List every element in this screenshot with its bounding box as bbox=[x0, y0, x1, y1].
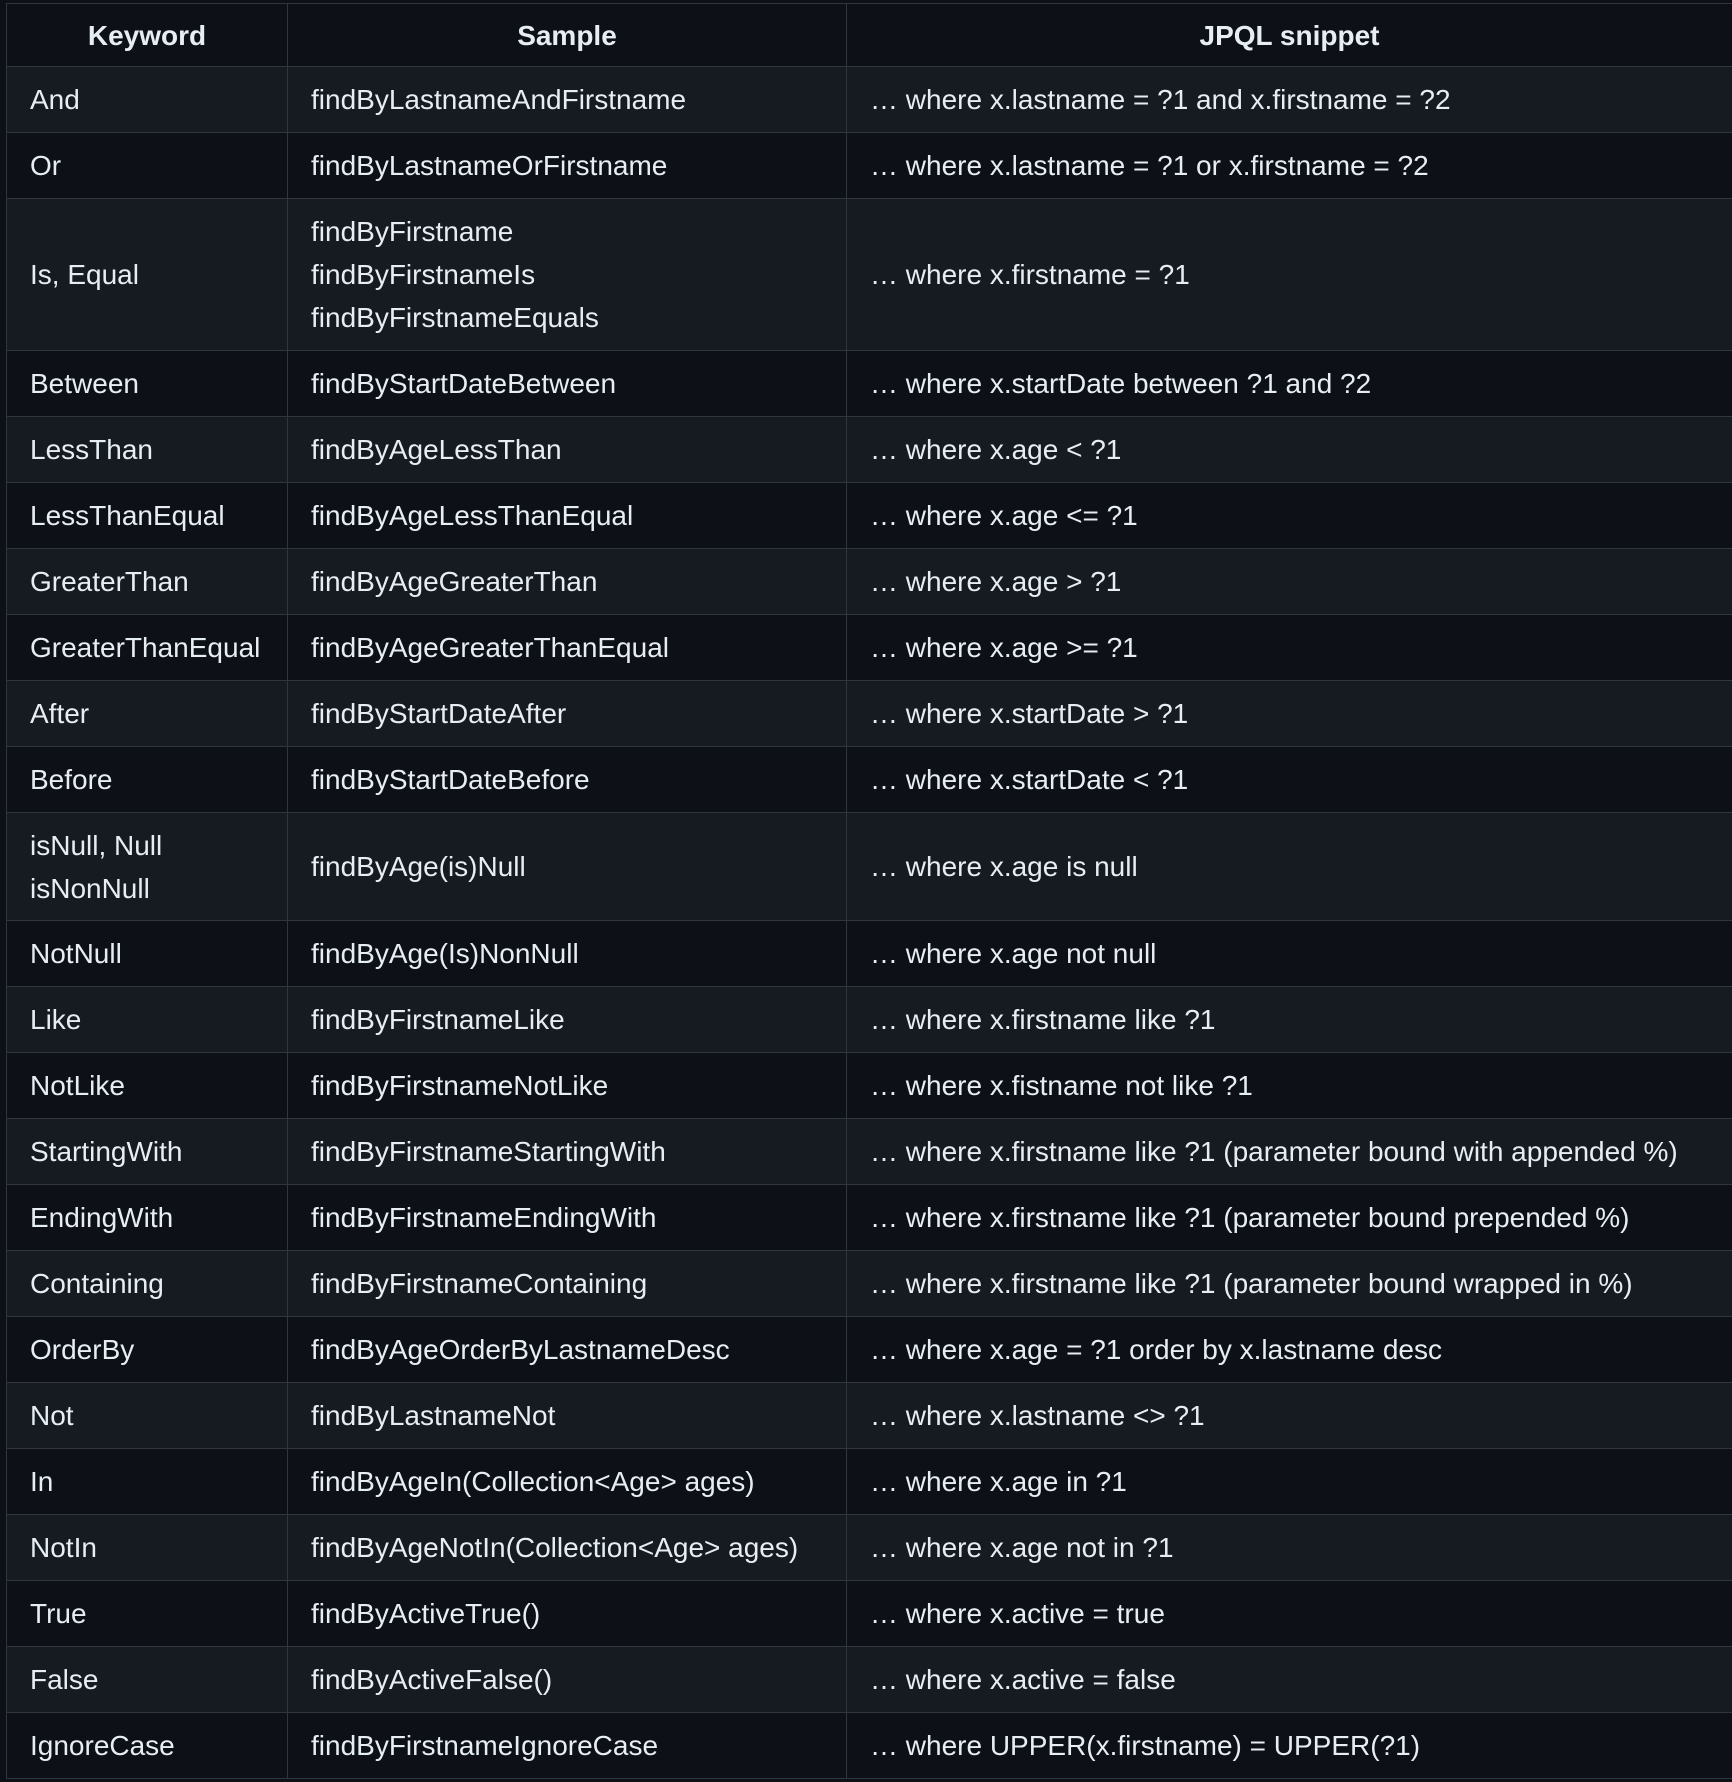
jpql-snippet-text: … where x.startDate < ?1 bbox=[870, 764, 1189, 795]
sample-cell bbox=[288, 199, 847, 351]
keyword-cell bbox=[7, 987, 288, 1053]
keyword-cell bbox=[7, 1713, 288, 1779]
keyword-cell bbox=[7, 1317, 288, 1383]
jpql-snippet-cell bbox=[847, 1581, 1732, 1647]
table-row bbox=[7, 1449, 1732, 1515]
keyword-text: Containing bbox=[30, 1268, 164, 1299]
jpql-snippet-text: … where x.firstname like ?1 (parameter bound wrapped in %) bbox=[870, 1268, 1633, 1299]
keyword-cell bbox=[7, 67, 288, 133]
keyword-text: NotIn bbox=[30, 1532, 97, 1563]
sample-method-text: findByFirstnameIgnoreCase bbox=[311, 1730, 659, 1761]
sample-method-text: findByAgeGreaterThan bbox=[311, 566, 598, 597]
sample-method-text: findByAgeNotIn(Collection<Age> ages) bbox=[311, 1532, 799, 1563]
sample-method-text: findByAgeLessThan bbox=[311, 434, 562, 465]
table-row bbox=[7, 351, 1732, 417]
keyword-text: GreaterThanEqual bbox=[30, 632, 261, 663]
sample-method-text: findByLastnameOrFirstname bbox=[311, 150, 668, 181]
table-row bbox=[7, 199, 1732, 351]
sample-method-text: findByActiveTrue() bbox=[311, 1598, 541, 1629]
jpql-snippet-cell bbox=[847, 813, 1732, 921]
keyword-cell bbox=[7, 1383, 288, 1449]
jpql-snippet-text: … where x.lastname = ?1 or x.firstname = ?2 bbox=[870, 150, 1429, 181]
jpql-snippet-cell bbox=[847, 1647, 1732, 1713]
table-row bbox=[7, 747, 1732, 813]
sample-cell bbox=[288, 67, 847, 133]
keyword-text: Like bbox=[30, 1004, 82, 1035]
keyword-cell bbox=[7, 1449, 288, 1515]
table-row bbox=[7, 813, 1732, 921]
jpql-snippet-text: … where x.firstname = ?1 bbox=[870, 259, 1190, 290]
sample-cell bbox=[288, 1119, 847, 1185]
jpql-snippet-text: … where x.lastname <> ?1 bbox=[870, 1400, 1205, 1431]
sample-method-text: findByAgeIn(Collection<Age> ages) bbox=[311, 1466, 755, 1497]
table-row bbox=[7, 1185, 1732, 1251]
jpql-snippet-cell bbox=[847, 1251, 1732, 1317]
keyword-text: And bbox=[30, 84, 80, 115]
table-row bbox=[7, 681, 1732, 747]
jpql-snippet-cell bbox=[847, 1185, 1732, 1251]
sample-method-text: findByStartDateBefore bbox=[311, 764, 590, 795]
table-row bbox=[7, 133, 1732, 199]
table-row bbox=[7, 417, 1732, 483]
keyword-table-container bbox=[6, 3, 1732, 1779]
keyword-text: isNonNull bbox=[30, 872, 150, 904]
sample-cell bbox=[288, 1713, 847, 1779]
jpql-snippet-cell bbox=[847, 681, 1732, 747]
jpql-snippet-cell bbox=[847, 1383, 1732, 1449]
sample-cell bbox=[288, 1581, 847, 1647]
jpql-snippet-text: … where x.age not null bbox=[870, 938, 1157, 969]
keyword-cell bbox=[7, 921, 288, 987]
jpql-snippet-cell bbox=[847, 1515, 1732, 1581]
sample-cell bbox=[288, 351, 847, 417]
table-row bbox=[7, 1317, 1732, 1383]
jpql-snippet-cell bbox=[847, 549, 1732, 615]
keyword-text: StartingWith bbox=[30, 1136, 183, 1167]
jpql-snippet-text: … where x.startDate > ?1 bbox=[870, 698, 1189, 729]
keyword-cell bbox=[7, 351, 288, 417]
table-row bbox=[7, 1515, 1732, 1581]
table-row bbox=[7, 615, 1732, 681]
table-row bbox=[7, 1581, 1732, 1647]
sample-cell bbox=[288, 1647, 847, 1713]
keyword-cell bbox=[7, 483, 288, 549]
jpql-snippet-cell bbox=[847, 1053, 1732, 1119]
jpql-snippet-text: … where x.fistname not like ?1 bbox=[870, 1070, 1253, 1101]
sample-cell bbox=[288, 747, 847, 813]
header-keyword: Keyword bbox=[7, 4, 288, 67]
sample-cell bbox=[288, 681, 847, 747]
keyword-text: IgnoreCase bbox=[30, 1730, 175, 1761]
jpql-snippet-text: … where x.age in ?1 bbox=[870, 1466, 1127, 1497]
keyword-text: False bbox=[30, 1664, 99, 1695]
keyword-cell bbox=[7, 813, 288, 921]
keyword-text: isNull, Null bbox=[30, 829, 163, 861]
sample-cell bbox=[288, 615, 847, 681]
keyword-text: After bbox=[30, 698, 90, 729]
jpql-snippet-text: … where x.lastname = ?1 and x.firstname = ?2 bbox=[870, 84, 1451, 115]
keyword-cell bbox=[7, 1185, 288, 1251]
keyword-cell bbox=[7, 1251, 288, 1317]
jpql-snippet-cell bbox=[847, 1713, 1732, 1779]
table-row bbox=[7, 1053, 1732, 1119]
table-row bbox=[7, 921, 1732, 987]
jpql-snippet-text: … where x.age > ?1 bbox=[870, 566, 1122, 597]
table-row bbox=[7, 1713, 1732, 1779]
jpql-snippet-text: … where x.firstname like ?1 bbox=[870, 1004, 1216, 1035]
sample-cell bbox=[288, 1449, 847, 1515]
sample-cell bbox=[288, 549, 847, 615]
keyword-text: NotLike bbox=[30, 1070, 125, 1101]
jpql-snippet-text: … where x.age < ?1 bbox=[870, 434, 1122, 465]
jpql-snippet-text: … where x.age is null bbox=[870, 851, 1138, 882]
sample-cell bbox=[288, 133, 847, 199]
keyword-cell bbox=[7, 1053, 288, 1119]
keyword-text: LessThanEqual bbox=[30, 500, 225, 531]
jpql-snippet-text: … where x.firstname like ?1 (parameter bound prepended %) bbox=[870, 1202, 1630, 1233]
sample-method-text: findByStartDateBetween bbox=[311, 368, 617, 399]
keyword-cell bbox=[7, 549, 288, 615]
jpql-snippet-cell bbox=[847, 133, 1732, 199]
keyword-cell bbox=[7, 681, 288, 747]
sample-method-text: findByStartDateAfter bbox=[311, 698, 567, 729]
sample-method-text: findByActiveFalse() bbox=[311, 1664, 553, 1695]
query-keyword-table bbox=[6, 3, 1732, 1779]
jpql-snippet-cell bbox=[847, 67, 1732, 133]
sample-method-text: findByFirstnameNotLike bbox=[311, 1070, 609, 1101]
sample-cell bbox=[288, 483, 847, 549]
jpql-snippet-cell bbox=[847, 1317, 1732, 1383]
jpql-snippet-cell bbox=[847, 1449, 1732, 1515]
keyword-cell bbox=[7, 1647, 288, 1713]
sample-method-text: findByLastnameAndFirstname bbox=[311, 84, 687, 115]
header-sample: Sample bbox=[288, 4, 847, 67]
sample-method-text: findByFirstnameIs bbox=[311, 259, 536, 290]
jpql-snippet-text: … where x.active = false bbox=[870, 1664, 1176, 1695]
sample-cell bbox=[288, 1515, 847, 1581]
keyword-cell bbox=[7, 1119, 288, 1185]
table-row bbox=[7, 1119, 1732, 1185]
keyword-cell bbox=[7, 1515, 288, 1581]
jpql-snippet-text: … where x.age = ?1 order by x.lastname desc bbox=[870, 1334, 1442, 1365]
table-row bbox=[7, 1383, 1732, 1449]
keyword-text: OrderBy bbox=[30, 1334, 135, 1365]
jpql-snippet-text: … where x.age >= ?1 bbox=[870, 632, 1138, 663]
jpql-snippet-cell bbox=[847, 921, 1732, 987]
keyword-cell bbox=[7, 747, 288, 813]
keyword-text: Before bbox=[30, 764, 113, 795]
keyword-cell bbox=[7, 199, 288, 351]
sample-method-text: findByFirstnameContaining bbox=[311, 1268, 648, 1299]
jpql-snippet-text: … where x.startDate between ?1 and ?2 bbox=[870, 368, 1372, 399]
jpql-snippet-cell bbox=[847, 417, 1732, 483]
sample-method-text: findByFirstnameEquals bbox=[311, 302, 599, 333]
header-row bbox=[7, 4, 1732, 67]
sample-cell bbox=[288, 987, 847, 1053]
jpql-snippet-cell bbox=[847, 483, 1732, 549]
jpql-snippet-cell bbox=[847, 351, 1732, 417]
sample-cell bbox=[288, 1251, 847, 1317]
sample-method-text: findByLastnameNot bbox=[311, 1400, 556, 1431]
sample-cell bbox=[288, 1383, 847, 1449]
header-jpql-snippet: JPQL snippet bbox=[847, 4, 1732, 67]
jpql-snippet-text: … where x.age not in ?1 bbox=[870, 1532, 1174, 1563]
table-row bbox=[7, 67, 1732, 133]
keyword-text: True bbox=[30, 1598, 87, 1629]
sample-method-text: findByAge(Is)NonNull bbox=[311, 938, 579, 969]
sample-cell bbox=[288, 1317, 847, 1383]
keyword-text: LessThan bbox=[30, 434, 153, 465]
table-row bbox=[7, 987, 1732, 1053]
keyword-text: Between bbox=[30, 368, 139, 399]
sample-method-text: findByAgeLessThanEqual bbox=[311, 500, 634, 531]
keyword-cell bbox=[7, 417, 288, 483]
sample-method-text: findByFirstnameLike bbox=[311, 1004, 565, 1035]
keyword-text: Or bbox=[30, 150, 62, 181]
table-row bbox=[7, 1251, 1732, 1317]
keyword-text: GreaterThan bbox=[30, 566, 189, 597]
sample-method-text: findByFirstnameEndingWith bbox=[311, 1202, 657, 1233]
sample-method-text: findByAge(is)Null bbox=[311, 851, 526, 882]
jpql-snippet-cell bbox=[847, 1119, 1732, 1185]
sample-cell bbox=[288, 417, 847, 483]
keyword-text: Not bbox=[30, 1400, 74, 1431]
sample-cell bbox=[288, 813, 847, 921]
jpql-snippet-text: … where x.active = true bbox=[870, 1598, 1165, 1629]
keyword-text: EndingWith bbox=[30, 1202, 174, 1233]
keyword-text: NotNull bbox=[30, 938, 122, 969]
sample-cell bbox=[288, 921, 847, 987]
keyword-cell bbox=[7, 1581, 288, 1647]
jpql-snippet-text: … where x.age <= ?1 bbox=[870, 500, 1138, 531]
jpql-snippet-text: … where x.firstname like ?1 (parameter bound with appended %) bbox=[870, 1136, 1678, 1167]
table-body bbox=[7, 67, 1732, 1779]
sample-method-text: findByAgeOrderByLastnameDesc bbox=[311, 1334, 730, 1365]
sample-method-text: findByFirstnameStartingWith bbox=[311, 1136, 666, 1167]
sample-cell bbox=[288, 1053, 847, 1119]
sample-method-text: findByFirstname bbox=[311, 216, 514, 247]
table-row bbox=[7, 549, 1732, 615]
keyword-text: In bbox=[30, 1466, 54, 1497]
jpql-snippet-cell bbox=[847, 199, 1732, 351]
jpql-snippet-cell bbox=[847, 747, 1732, 813]
keyword-cell bbox=[7, 133, 288, 199]
table-row bbox=[7, 1647, 1732, 1713]
table-header bbox=[7, 4, 1732, 67]
jpql-snippet-text: … where UPPER(x.firstname) = UPPER(?1) bbox=[870, 1730, 1421, 1761]
keyword-text: Is, Equal bbox=[30, 259, 139, 290]
sample-cell bbox=[288, 1185, 847, 1251]
table-row bbox=[7, 483, 1732, 549]
keyword-cell bbox=[7, 615, 288, 681]
jpql-snippet-cell bbox=[847, 987, 1732, 1053]
sample-method-text: findByAgeGreaterThanEqual bbox=[311, 632, 669, 663]
jpql-snippet-cell bbox=[847, 615, 1732, 681]
